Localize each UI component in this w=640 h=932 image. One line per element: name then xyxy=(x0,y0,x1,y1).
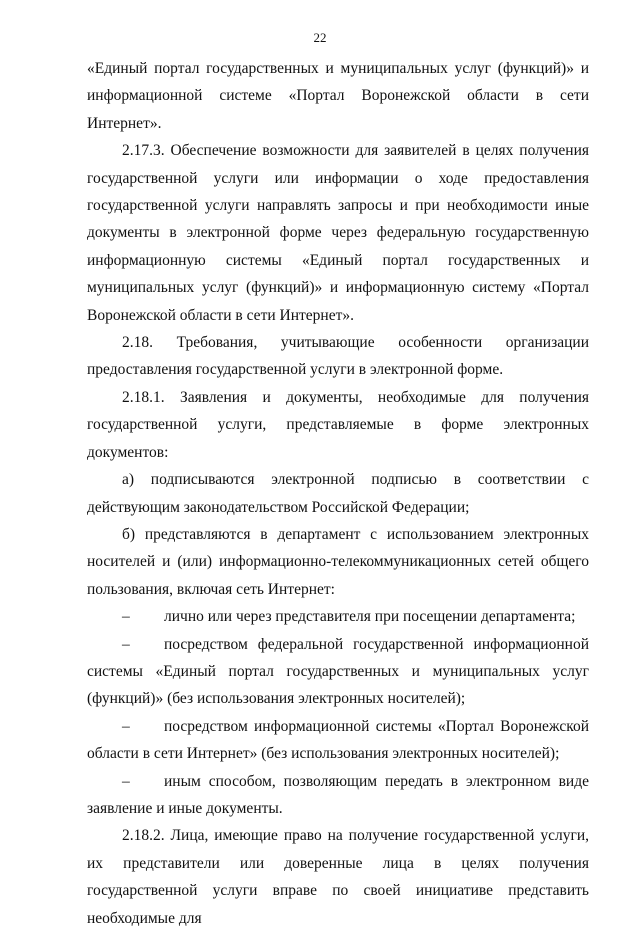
list-item xyxy=(87,631,589,713)
list-item-text: посредством федеральной государственной информационной системы «Единый портал государственных и муниципальных услуг (функций)» (без использования электронных носителей); xyxy=(87,635,589,708)
document-body xyxy=(87,55,589,932)
paragraph-item-b: б) представляются в департамент с использованием электронных носителей и (или) информационно-телекоммуникационных сетей общего пользования, включая сеть Интернет: xyxy=(87,525,589,598)
paragraph-2-18: 2.18. Требования, учитывающие особенности организации предоставления государственной услуги в электронной форме. xyxy=(87,334,589,379)
list-item-text: иным способом, позволяющим передать в электронном виде заявление и иные документы. xyxy=(87,772,589,817)
paragraph-item-a: а) подписываются электронной подписью в соответствии с действующим законодательством Российской Федерации; xyxy=(87,471,589,516)
list-item xyxy=(87,713,589,768)
paragraph-continuation: «Единый портал государственных и муниципальных услуг (функций)» и информационной системе «Портал Воронежской области в сети Интернет». xyxy=(87,60,589,132)
list-item-text: посредством информационной системы «Портал Воронежской области в сети Интернет» (без использования электронных носителей); xyxy=(87,717,589,763)
paragraph-2-18-2: 2.18.2. Лица, имеющие право на получение государственной услуги, их представители или доверенные лица в целях получения государственной услуги вправе по своей инициативе представить необходимые для xyxy=(87,827,589,927)
page-number: 22 xyxy=(313,30,327,45)
dash-marker: – xyxy=(122,717,130,735)
dash-marker: – xyxy=(122,635,130,653)
list-item-text: лично или через представителя при посещении департамента; xyxy=(164,608,576,626)
paragraph-2-17-3: 2.17.3. Обеспечение возможности для заявителей в целях получения государственной услуги или информации о ходе предоставления государственной услуги направлять запросы и при необходимости иные документы в электронной форме через федеральную государственную информационную системы «Единый портал государственных и муниципальных услуг (функций)» и информационную систему «Портал Воронежской области в сети Интернет». xyxy=(87,142,589,324)
list-item xyxy=(87,768,589,823)
paragraph-2-18-1: 2.18.1. Заявления и документы, необходимые для получения государственной услуги, представляемые в форме электронных документов: xyxy=(87,388,589,461)
dash-marker: – xyxy=(122,772,130,790)
list-item xyxy=(87,603,589,630)
dash-marker: – xyxy=(122,608,130,626)
